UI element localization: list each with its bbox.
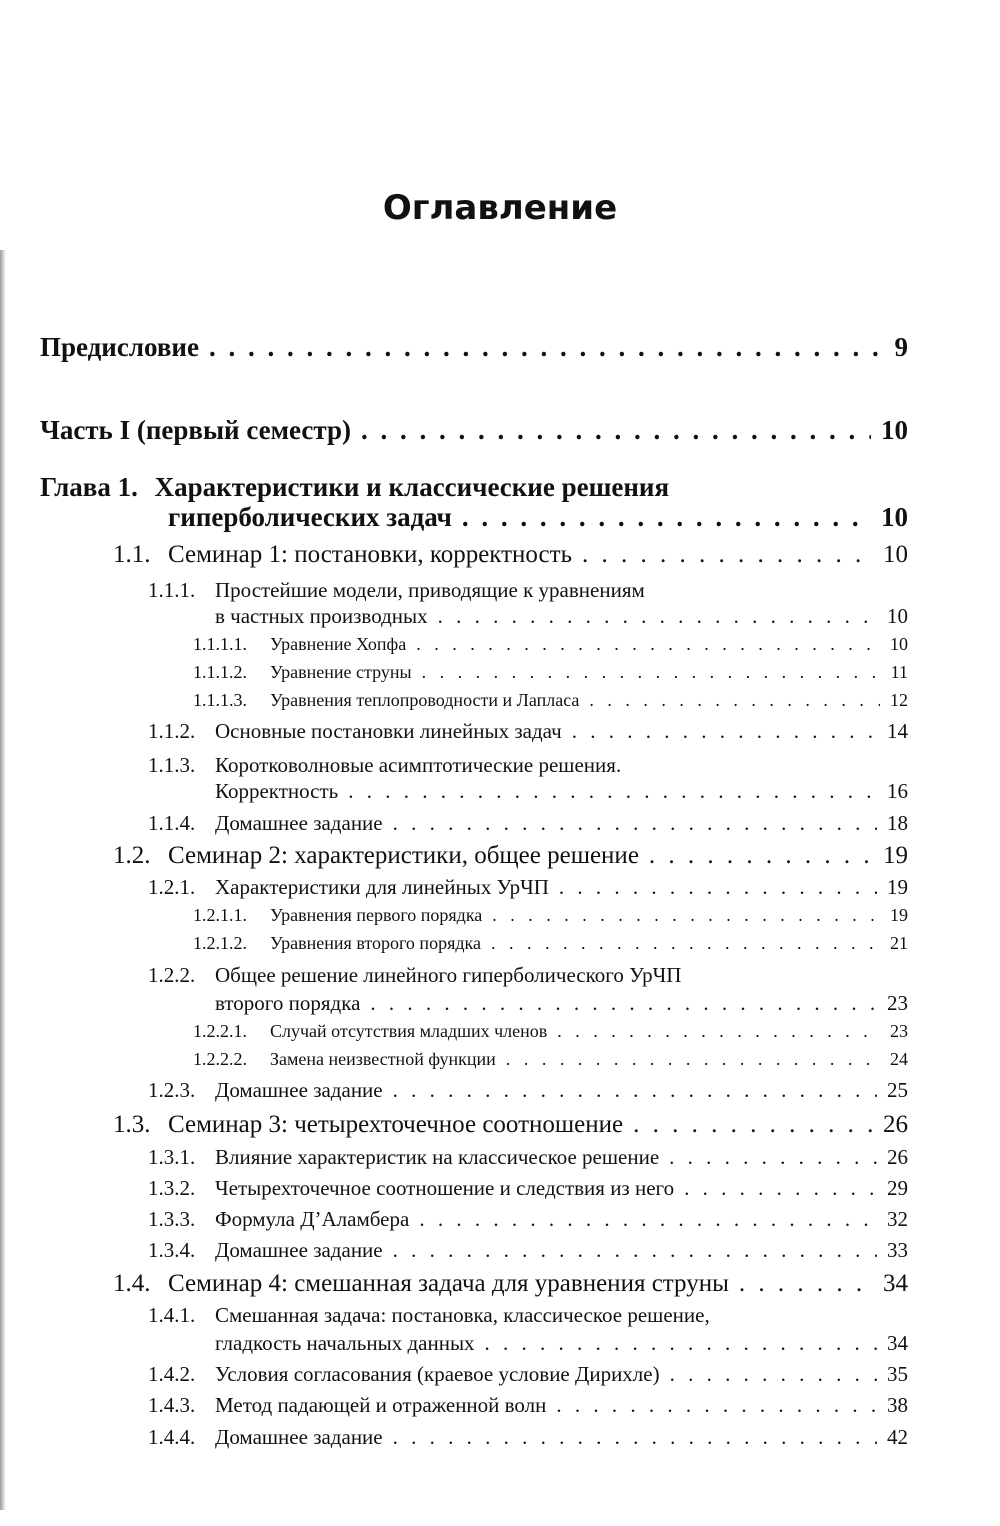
- toc-leader: [393, 1078, 877, 1103]
- toc-entry-page: 42: [887, 1425, 908, 1449]
- toc-entry-number: 1.2.1.: [148, 875, 196, 899]
- toc-leader: [684, 1176, 877, 1201]
- toc-entry-page: 26: [883, 1111, 908, 1138]
- toc-entry-s1113[interactable]: [270, 690, 908, 711]
- toc-entry-s11[interactable]: [168, 541, 908, 569]
- toc-leader: [633, 1111, 873, 1139]
- toc-entry-s114[interactable]: [215, 811, 908, 836]
- toc-entry-number: 1.4.2.: [148, 1362, 196, 1386]
- toc-entry-number: 1.1.1.2.: [193, 662, 247, 682]
- toc-entry-page: 10: [887, 604, 908, 628]
- toc-entry-s122[interactable]: [215, 991, 908, 1016]
- toc-part-page: 10: [881, 415, 908, 445]
- toc-chapter-label: Глава 1.: [40, 472, 138, 502]
- toc-entry-number: 1.4.1.: [148, 1303, 196, 1327]
- toc-leader: [361, 415, 871, 446]
- toc-leader: [739, 1270, 873, 1298]
- toc-entry-page: 16: [887, 779, 908, 803]
- toc-entry-title: второго порядка: [215, 991, 361, 1015]
- toc-entry-page: 32: [887, 1207, 908, 1231]
- toc-entry-s1222[interactable]: [270, 1049, 908, 1070]
- toc-entry-page: 35: [887, 1362, 908, 1386]
- toc-entry-s1211[interactable]: [270, 905, 908, 926]
- toc-entry-s13[interactable]: [168, 1111, 908, 1139]
- toc-entry-page: 10: [890, 634, 908, 654]
- toc-entry-number: 1.2.2.1.: [193, 1021, 247, 1041]
- toc-entry-number: 1.2.3.: [148, 1078, 196, 1102]
- toc-entry-number: 1.1.4.: [148, 811, 196, 835]
- toc-leader: [649, 842, 873, 870]
- toc-entry-title: Четырехточечное соотношение и следствия из него: [215, 1176, 675, 1200]
- toc-entry-s134[interactable]: [215, 1238, 908, 1263]
- toc-entry-number: 1.4.: [113, 1270, 151, 1297]
- page-edge-shadow: [0, 250, 6, 1510]
- toc-leader: [492, 905, 880, 926]
- toc-entry-number: 1.2.: [113, 842, 151, 869]
- toc-entry-title: Семинар 3: четырехточечное соотношение: [168, 1111, 624, 1138]
- toc-entry-page: 34: [883, 1270, 908, 1297]
- toc-preface-page: 9: [894, 332, 908, 362]
- toc-entry-title: Уравнения первого порядка: [270, 905, 483, 925]
- toc-leader: [438, 604, 877, 629]
- toc-entry-number: 1.1.3.: [148, 753, 196, 777]
- toc-entry-number: 1.3.2.: [148, 1176, 196, 1200]
- toc-entry-number: 1.2.2.2.: [193, 1049, 247, 1069]
- toc-entry-title: в частных производных: [215, 604, 428, 628]
- toc-entry-number: 1.1.1.1.: [193, 634, 247, 654]
- toc-leader: [393, 1425, 877, 1450]
- toc-entry-title: Основные постановки линейных задач: [215, 719, 562, 743]
- toc-entry-s142[interactable]: [215, 1362, 908, 1387]
- toc-entry-title: Семинар 1: постановки, корректность: [168, 541, 572, 568]
- toc-leader: [422, 662, 881, 683]
- toc-leader: [419, 1207, 877, 1232]
- toc-entry-title: Характеристики для линейных УрЧП: [215, 875, 549, 899]
- toc-entry-page: 34: [887, 1331, 908, 1355]
- toc-leader: [557, 1021, 880, 1042]
- toc-entry-page: 18: [887, 811, 908, 835]
- toc-entry-number: 1.4.3.: [148, 1393, 196, 1417]
- toc-entry-page: 10: [883, 541, 908, 568]
- toc-entry-page: 24: [890, 1049, 908, 1069]
- toc-entry-number: 1.4.4.: [148, 1425, 196, 1449]
- toc-entry-s1212[interactable]: [270, 933, 908, 954]
- toc-entry-title: Домашнее задание: [215, 1238, 383, 1262]
- toc-leader: [589, 690, 880, 711]
- toc-leader: [556, 1393, 877, 1418]
- toc-entry-page: 23: [887, 991, 908, 1015]
- toc-entry-page: 25: [887, 1078, 908, 1102]
- toc-entry-page: 12: [890, 690, 908, 710]
- toc-entry-s144[interactable]: [215, 1425, 908, 1450]
- toc-leader: [572, 719, 877, 744]
- toc-entry-title-line1[interactable]: Простейшие модели, приводящие к уравнениям: [215, 578, 645, 602]
- toc-preface[interactable]: [40, 332, 908, 363]
- toc-entry-s113[interactable]: [215, 779, 908, 804]
- toc-entry-page: 19: [883, 842, 908, 869]
- toc-entry-title-line1[interactable]: Коротковолновые асимптотические решения.: [215, 753, 622, 777]
- toc-chapter-page: 10: [881, 502, 908, 532]
- toc-entry-s131[interactable]: [215, 1145, 908, 1170]
- toc-entry-number: 1.3.3.: [148, 1207, 196, 1231]
- toc-leader: [670, 1362, 877, 1387]
- toc-entry-number: 1.1.1.3.: [193, 690, 247, 710]
- toc-entry-number: 1.1.1.: [148, 578, 196, 602]
- toc-entry-title: Семинар 2: характеристики, общее решение: [168, 842, 639, 869]
- toc-entry-title: Замена неизвестной функции: [270, 1049, 496, 1069]
- toc-leader: [209, 332, 885, 363]
- toc-entry-s14[interactable]: [168, 1270, 908, 1298]
- toc-leader: [669, 1145, 877, 1170]
- toc-entry-s132[interactable]: [215, 1176, 908, 1201]
- toc-entry-number: 1.1.2.: [148, 719, 196, 743]
- toc-entry-title: Уравнение струны: [270, 662, 412, 682]
- toc-entry-page: 33: [887, 1238, 908, 1262]
- toc-leader: [393, 1238, 877, 1263]
- toc-entry-title-line1[interactable]: Смешанная задача: постановка, классическое решение,: [215, 1303, 710, 1327]
- toc-entry-title: Влияние характеристик на классическое решение: [215, 1145, 660, 1169]
- toc-leader: [582, 541, 873, 569]
- toc-leader: [491, 933, 880, 954]
- toc-entry-s143[interactable]: [215, 1393, 908, 1418]
- toc-entry-s133[interactable]: [215, 1207, 908, 1232]
- toc-entry-number: 1.3.1.: [148, 1145, 196, 1169]
- toc-chapter-1-line2[interactable]: [168, 502, 908, 533]
- toc-chapter-1-line1[interactable]: [40, 472, 669, 503]
- toc-entry-s1112[interactable]: [270, 662, 908, 683]
- toc-entry-title: Формула Д’Аламбера: [215, 1207, 410, 1231]
- toc-entry-page: 11: [890, 662, 908, 682]
- toc-entry-page: 29: [887, 1176, 908, 1200]
- toc-entry-number: 1.1.: [113, 541, 151, 568]
- toc-leader: [393, 811, 877, 836]
- toc-entry-number: 1.2.1.2.: [193, 933, 247, 953]
- toc-entry-title: Метод падающей и отраженной волн: [215, 1393, 547, 1417]
- toc-entry-title: Семинар 4: смешанная задача для уравнения струны: [168, 1270, 729, 1297]
- toc-entry-s111[interactable]: [215, 604, 908, 629]
- toc-entry-title: Домашнее задание: [215, 811, 383, 835]
- toc-entry-title: Домашнее задание: [215, 1078, 383, 1102]
- toc-entry-s1221[interactable]: [270, 1021, 908, 1042]
- toc-chapter-title-line1: Характеристики и классические решения: [154, 472, 670, 502]
- toc-entry-s121[interactable]: [215, 875, 908, 900]
- toc-leader: [416, 634, 880, 655]
- toc-entry-s141[interactable]: [215, 1331, 908, 1356]
- toc-entry-number: 1.2.2.: [148, 963, 196, 987]
- toc-entry-page: 23: [890, 1021, 908, 1041]
- toc-entry-s1111[interactable]: [270, 634, 908, 655]
- toc-leader: [348, 779, 877, 804]
- toc-entry-title: Домашнее задание: [215, 1425, 383, 1449]
- toc-leader: [485, 1331, 877, 1356]
- toc-part-1[interactable]: [40, 415, 908, 446]
- toc-chapter-title-line2: гиперболических задач: [168, 502, 452, 532]
- toc-entry-number: 1.2.1.1.: [193, 905, 247, 925]
- toc-entry-number: 1.3.: [113, 1111, 151, 1138]
- toc-entry-page: 38: [887, 1393, 908, 1417]
- toc-entry-page: 21: [890, 933, 908, 953]
- toc-part-label: Часть I (первый семестр): [40, 415, 351, 445]
- toc-entry-title: Уравнения второго порядка: [270, 933, 481, 953]
- toc-entry-page: 26: [887, 1145, 908, 1169]
- page-title: Оглавление: [382, 188, 618, 228]
- toc-entry-title-line1[interactable]: Общее решение линейного гиперболического УрЧП: [215, 963, 682, 987]
- toc-leader: [462, 502, 871, 533]
- toc-leader: [370, 991, 877, 1016]
- toc-entry-page: 19: [887, 875, 908, 899]
- toc-entry-s12[interactable]: [168, 842, 908, 870]
- toc-entry-s123[interactable]: [215, 1078, 908, 1103]
- toc-entry-page: 19: [890, 905, 908, 925]
- toc-leader: [559, 875, 877, 900]
- toc-entry-s112[interactable]: [215, 719, 908, 744]
- toc-entry-title: гладкость начальных данных: [215, 1331, 475, 1355]
- toc-leader: [506, 1049, 880, 1070]
- toc-entry-title: Случай отсутствия младших членов: [270, 1021, 548, 1041]
- toc-entry-title: Корректность: [215, 779, 339, 803]
- toc-entry-title: Уравнение Хопфа: [270, 634, 407, 654]
- toc-entry-page: 14: [887, 719, 908, 743]
- toc-entry-number: 1.3.4.: [148, 1238, 196, 1262]
- toc-preface-label: Предисловие: [40, 332, 199, 362]
- toc-entry-title: Уравнения теплопроводности и Лапласа: [270, 690, 580, 710]
- toc-entry-title: Условия согласования (краевое условие Дирихле): [215, 1362, 660, 1386]
